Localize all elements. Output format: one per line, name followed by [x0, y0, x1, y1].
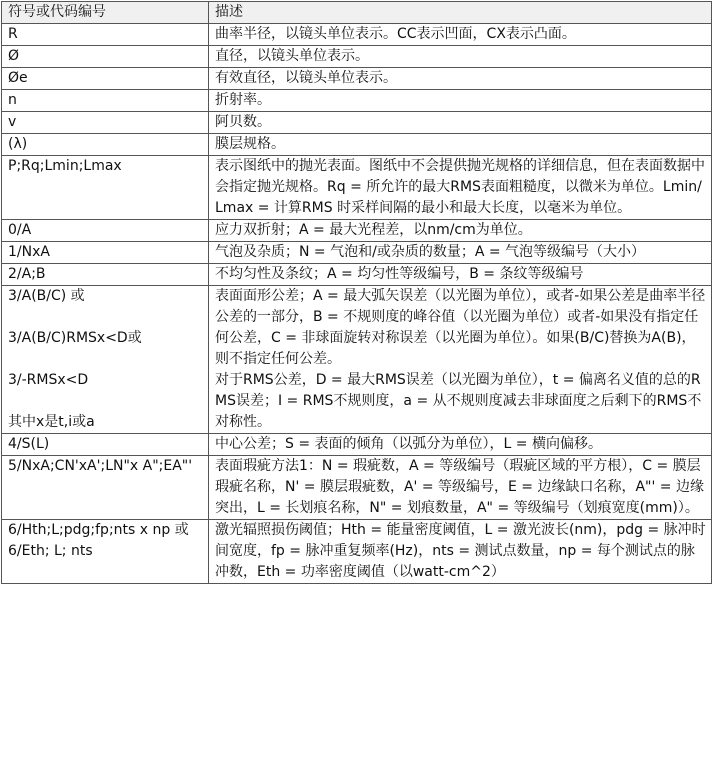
description-cell: 折射率。: [209, 90, 712, 112]
code-cell: P;Rq;Lmin;Lmax: [2, 156, 209, 220]
code-cell: 5/NxA;CN'xA';LN"x A";EA"': [2, 456, 209, 520]
spacer: [8, 391, 204, 412]
description-cell: 表示图纸中的抛光表面。图纸中不会提供抛光规格的详细信息，但在表面数据中会指定抛光规格。Rq = 所允许的最大RMS表面粗糙度，以微米为单位。Lmin/Lmax = 计算RMS 时采样间隔的最小和最大长度，以毫米为单位。: [209, 156, 712, 220]
code-line: 其中x是t,i或a: [8, 414, 95, 430]
description-cell: 膜层规格。: [209, 134, 712, 156]
code-cell: 1/NxA: [2, 242, 209, 264]
description-cell: 直径，以镜头单位表示。: [209, 46, 712, 68]
spacer: [8, 349, 204, 370]
table-row: [2, 24, 712, 46]
code-cell: Øe: [2, 68, 209, 90]
code-line: 6/Hth;L;pdg;fp;nts x np 或: [8, 522, 189, 538]
table-row: [2, 68, 712, 90]
code-cell: 2/A;B: [2, 264, 209, 286]
symbol-table: [1, 1, 712, 584]
code-line: 3/A(B/C)RMSx<D或: [8, 330, 142, 346]
table-header-row: [2, 2, 712, 24]
header-description: 描述: [209, 2, 712, 24]
code-line: 3/-RMSx<D: [8, 372, 89, 388]
code-cell: v: [2, 112, 209, 134]
code-cell: n: [2, 90, 209, 112]
table-row: [2, 46, 712, 68]
code-line: 3/A(B/C) 或: [8, 288, 85, 304]
code-cell: [2, 286, 209, 434]
table-row: [2, 220, 712, 242]
code-cell: 4/S(L): [2, 434, 209, 456]
table-row: [2, 156, 712, 220]
table-row: [2, 134, 712, 156]
description-cell: 气泡及杂质；N = 气泡和/或杂质的数量；A = 气泡等级编号（大小）: [209, 242, 712, 264]
code-line: 6/Eth; L; nts: [8, 543, 93, 559]
table-row: [2, 520, 712, 584]
table-row: [2, 242, 712, 264]
description-cell: 有效直径，以镜头单位表示。: [209, 68, 712, 90]
description-cell: 中心公差；S = 表面的倾角（以弧分为单位），L = 横向偏移。: [209, 434, 712, 456]
description-paragraph: 表面面形公差；A = 最大弧矢误差（以光圈为单位），或者-如果公差是曲率半径公差的一部分，B = 不规则度的峰谷值（以光圈为单位）或者-如果没有指定任何公差，C = 非球面旋转对称误差（以光圈为单位）。如果(B/C)替换为A(B)，则不指定任何公差。: [215, 288, 706, 367]
description-cell: 阿贝数。: [209, 112, 712, 134]
description-cell: 表面瑕疵方法1：N = 瑕疵数，A = 等级编号（瑕疵区域的平方根），C = 膜层瑕疵名称，N' = 膜层瑕疵数，A' = 等级编号，E = 边缘缺口名称，A"' = 边缘突出，L = 长划痕名称，N" = 划痕数量，A" = 等级编号（划痕宽度(mm)）。: [209, 456, 712, 520]
table-row: [2, 90, 712, 112]
header-code: 符号或代码编号: [2, 2, 209, 24]
table-row-surface-form: [2, 286, 712, 434]
code-cell: [2, 520, 209, 584]
code-cell: 0/A: [2, 220, 209, 242]
table-row: [2, 112, 712, 134]
description-cell: 曲率半径，以镜头单位表示。CC表示凹面，CX表示凸面。: [209, 24, 712, 46]
description-cell: 不均匀性及条纹；A = 均匀性等级编号，B = 条纹等级编号: [209, 264, 712, 286]
code-cell: (λ): [2, 134, 209, 156]
description-cell: [209, 286, 712, 434]
description-cell: 应力双折射；A = 最大光程差，以nm/cm为单位。: [209, 220, 712, 242]
description-paragraph: 对于RMS公差，D = 最大RMS误差（以光圈为单位），t = 偏离名义值的总的RMS误差；I = RMS不规则度，a = 从不规则度减去非球面度之后剩下的RMS不对称性。: [215, 372, 702, 430]
table-row: [2, 434, 712, 456]
code-cell: Ø: [2, 46, 209, 68]
spacer: [8, 307, 204, 328]
code-cell: R: [2, 24, 209, 46]
table-row: [2, 456, 712, 520]
description-cell: 激光辐照损伤阈值；Hth = 能量密度阈值，L = 激光波长(nm)，pdg = 脉冲时间宽度，fp = 脉冲重复频率(Hz)，nts = 测试点数量，np = 每个测试点的脉冲数，Eth = 功率密度阈值（以watt-cm^2）: [209, 520, 712, 584]
table-row: [2, 264, 712, 286]
